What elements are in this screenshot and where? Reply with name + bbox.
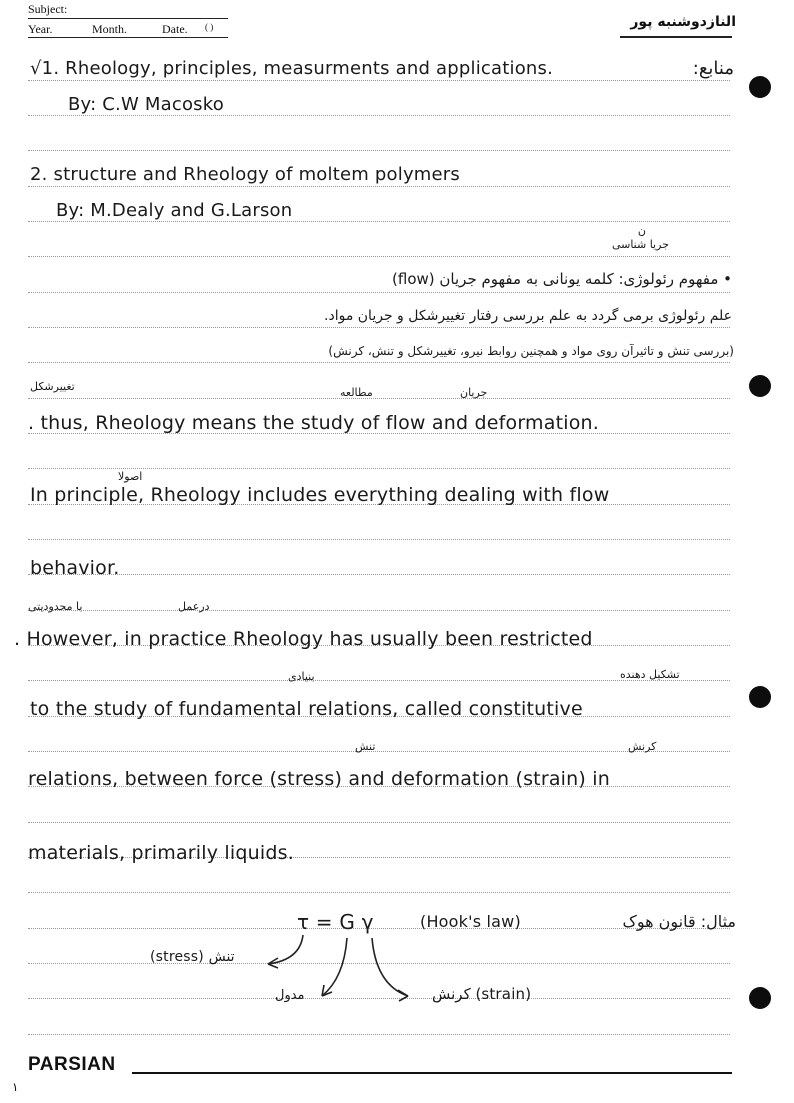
- note-realistic: با محدودیتی: [28, 600, 83, 613]
- principle-line: In principle, Rheology includes everything dealing with flow: [30, 484, 610, 506]
- source-1-title: √1. Rheology, principles, measurments and applications.: [30, 58, 554, 79]
- footer-rule: [132, 1072, 732, 1074]
- source-2-title: 2. structure and Rheology of moltem polymers: [30, 164, 460, 185]
- brand-top-fa: النازدوشنبه پور: [630, 14, 736, 30]
- note-constituting: تشکیل دهنده: [620, 668, 680, 681]
- note-above-jaryan: جریا شناسی: [611, 238, 669, 251]
- hooke-law-label: (Hook's law): [420, 912, 521, 931]
- materials-line: materials, primarily liquids.: [28, 842, 294, 864]
- definition-line-3: (بررسی تنش و تاثیرآن روی مواد و همچنین روابط نیرو، تغییرشکل و تنش، کرنش): [328, 344, 734, 358]
- date-paren: ( ): [205, 22, 214, 32]
- modulus-label: مدول: [275, 988, 305, 1003]
- note-above-noon: ن: [637, 224, 646, 237]
- definition-line-1: • مفهوم رئولوژی: کلمه یونانی به مفهوم جریان (flow): [392, 270, 732, 288]
- however-line: . However, in practice Rheology has usually been restricted: [14, 628, 593, 650]
- note-study: مطالعه: [340, 386, 373, 399]
- page-mark: ١: [12, 1080, 19, 1094]
- arrow-strain-head: [398, 990, 408, 1001]
- definition-line-2: علم رئولوژی برمی گردد به علم بررسی رفتار تغییرشکل و جریان مواد.: [324, 308, 732, 324]
- example-label-fa: مثال: قانون هوک: [622, 912, 736, 931]
- hooke-formula: τ = G γ: [297, 910, 374, 934]
- thus-line: . thus, Rheology means the study of flow and deformation.: [28, 412, 600, 434]
- year-label: Year.: [28, 22, 53, 36]
- note-flow: جریان: [460, 386, 488, 399]
- principle-cont: behavior.: [30, 557, 120, 579]
- footer-brand: PARSIAN: [28, 1054, 116, 1075]
- strain-label: کرنش (strain): [432, 985, 532, 1003]
- date-label: Date.: [162, 22, 188, 36]
- relations-line: relations, between force (stress) and deformation (strain) in: [28, 768, 610, 790]
- month-label: Month.: [92, 22, 128, 36]
- fundamental-line: to the study of fundamental relations, called constitutive: [30, 698, 583, 720]
- source-1-author: By: C.W Macosko: [68, 94, 224, 115]
- subject-label: Subject:: [28, 2, 68, 16]
- note-stress: تنش: [355, 740, 376, 753]
- arrow-modulus: [322, 938, 347, 996]
- stress-label: (stress) تنش: [150, 949, 235, 965]
- note-strain: کرنش: [628, 740, 657, 753]
- arrow-strain: [372, 938, 408, 996]
- note-in-practice: درعمل: [178, 600, 210, 613]
- source-2-author: By: M.Dealy and G.Larson: [56, 200, 293, 221]
- note-deform: تغییرشکل: [30, 380, 75, 393]
- note-principle: اصولا: [118, 470, 143, 483]
- sources-label-fa: منابع:: [692, 58, 734, 79]
- note-basic: بنیادی: [288, 670, 315, 683]
- arrow-stress: [268, 935, 303, 964]
